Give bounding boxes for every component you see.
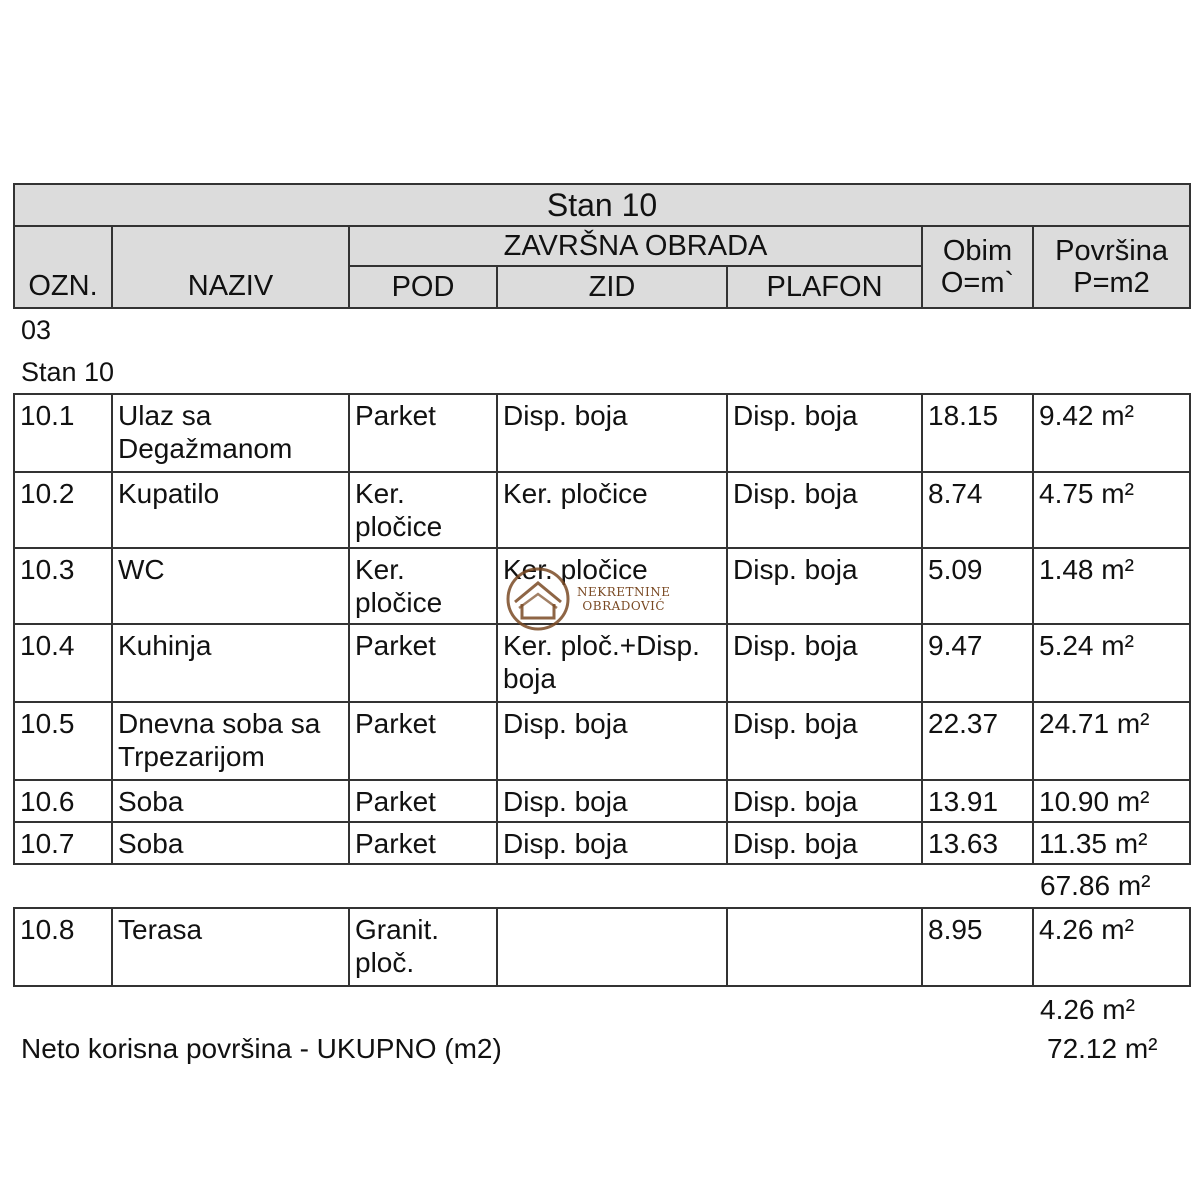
cell-plafon: Disp. boja [727, 780, 922, 822]
cell-obim: 5.09 [922, 548, 1033, 624]
col-povrsina-unit: P=m2 [1073, 267, 1150, 299]
col-obim-unit: O=m` [940, 267, 1015, 299]
col-plafon-header: PLAFON [727, 266, 922, 308]
cell-ozn: 10.7 [14, 822, 112, 864]
cell-obim: 8.95 [922, 908, 1033, 986]
cell-zid: Ker. pločice [497, 548, 727, 624]
cell-ozn: 10.1 [14, 394, 112, 472]
total-line [13, 1029, 1189, 1069]
cell-plafon: Disp. boja [727, 548, 922, 624]
cell-plafon: Disp. boja [727, 702, 922, 780]
watermark-line-2: OBRADOVIĆ [582, 599, 666, 613]
cell-zid: Disp. boja [497, 702, 727, 780]
unit-label: Stan 10 [21, 357, 115, 387]
cell-ozn: 10.6 [14, 780, 112, 822]
cell-plafon: Disp. boja [727, 624, 922, 702]
room-schedule [13, 183, 1189, 1069]
col-naziv-header: NAZIV [112, 226, 349, 308]
table-row [14, 472, 1190, 548]
col-obim-label: Obim [942, 235, 1013, 267]
cell-ozn: 10.4 [14, 624, 112, 702]
cell-naziv: Soba [112, 780, 349, 822]
col-ozn-header: OZN. [14, 226, 112, 308]
table-row [14, 780, 1190, 822]
cell-naziv: Kupatilo [112, 472, 349, 548]
table-row [14, 822, 1190, 864]
cell-plafon: Disp. boja [727, 472, 922, 548]
table-row [14, 908, 1190, 986]
cell-ozn: 10.8 [14, 908, 112, 986]
cell-povrsina: 11.35 m² [1033, 822, 1190, 864]
cell-pod: Parket [349, 780, 497, 822]
cell-plafon: Disp. boja [727, 394, 922, 472]
total-value: 72.12 m² [1047, 1033, 1158, 1064]
cell-zid: Disp. boja [497, 780, 727, 822]
terrace-table [13, 907, 1191, 987]
cell-pod: Parket [349, 822, 497, 864]
cell-obim: 8.74 [922, 472, 1033, 548]
cell-plafon: Disp. boja [727, 822, 922, 864]
cell-povrsina: 4.26 m² [1033, 908, 1190, 986]
cell-zid: Disp. boja [497, 394, 727, 472]
cell-naziv: Kuhinja [112, 624, 349, 702]
cell-zid: Ker. pločice [497, 472, 727, 548]
table-row [14, 394, 1190, 472]
cell-povrsina: 9.42 m² [1033, 394, 1190, 472]
cell-naziv: WC [112, 548, 349, 624]
cell-zid: Disp. boja [497, 822, 727, 864]
col-pod-header: POD [349, 266, 497, 308]
cell-obim: 18.15 [922, 394, 1033, 472]
total-label: Neto korisna površina - UKUPNO (m2) [21, 1033, 502, 1064]
schedule-header [13, 183, 1191, 309]
cell-ozn: 10.3 [14, 548, 112, 624]
rooms-subtotal: 67.86 m² [1040, 870, 1151, 901]
cell-obim: 13.91 [922, 780, 1033, 822]
cell-pod: Ker. pločice [349, 472, 497, 548]
cell-zid: Ker. ploč.+Disp. boja [497, 624, 727, 702]
finish-group-header: ZAVRŠNA OBRADA [349, 226, 922, 266]
cell-naziv: Soba [112, 822, 349, 864]
rooms-table [13, 393, 1191, 865]
col-zid-header: ZID [497, 266, 727, 308]
cell-pod: Granit. ploč. [349, 908, 497, 986]
cell-naziv: Ulaz sa Degažmanom [112, 394, 349, 472]
table-row [14, 702, 1190, 780]
terrace-subtotal: 4.26 m² [1040, 994, 1135, 1025]
cell-povrsina: 1.48 m² [1033, 548, 1190, 624]
cell-pod: Parket [349, 394, 497, 472]
cell-povrsina: 4.75 m² [1033, 472, 1190, 548]
table-row [14, 548, 1190, 624]
cell-povrsina: 5.24 m² [1033, 624, 1190, 702]
cell-ozn: 10.2 [14, 472, 112, 548]
cell-povrsina: 24.71 m² [1033, 702, 1190, 780]
cell-povrsina: 10.90 m² [1033, 780, 1190, 822]
cell-pod: Parket [349, 702, 497, 780]
watermark-line-1: NEKRETNINE [577, 585, 671, 599]
cell-obim: 9.47 [922, 624, 1033, 702]
table-row [14, 624, 1190, 702]
table-title: Stan 10 [14, 184, 1190, 226]
floor-code: 03 [21, 315, 52, 345]
col-obim-header [922, 226, 1033, 308]
cell-naziv: Dnevna soba sa Trpezarijom [112, 702, 349, 780]
cell-ozn: 10.5 [14, 702, 112, 780]
col-povrsina-header [1033, 226, 1190, 308]
cell-pod: Ker. pločice [349, 548, 497, 624]
cell-obim: 13.63 [922, 822, 1033, 864]
cell-pod: Parket [349, 624, 497, 702]
cell-obim: 22.37 [922, 702, 1033, 780]
cell-naziv: Terasa [112, 908, 349, 986]
col-povrsina-label: Površina [1055, 235, 1168, 267]
cell-plafon [727, 908, 922, 986]
cell-zid [497, 908, 727, 986]
